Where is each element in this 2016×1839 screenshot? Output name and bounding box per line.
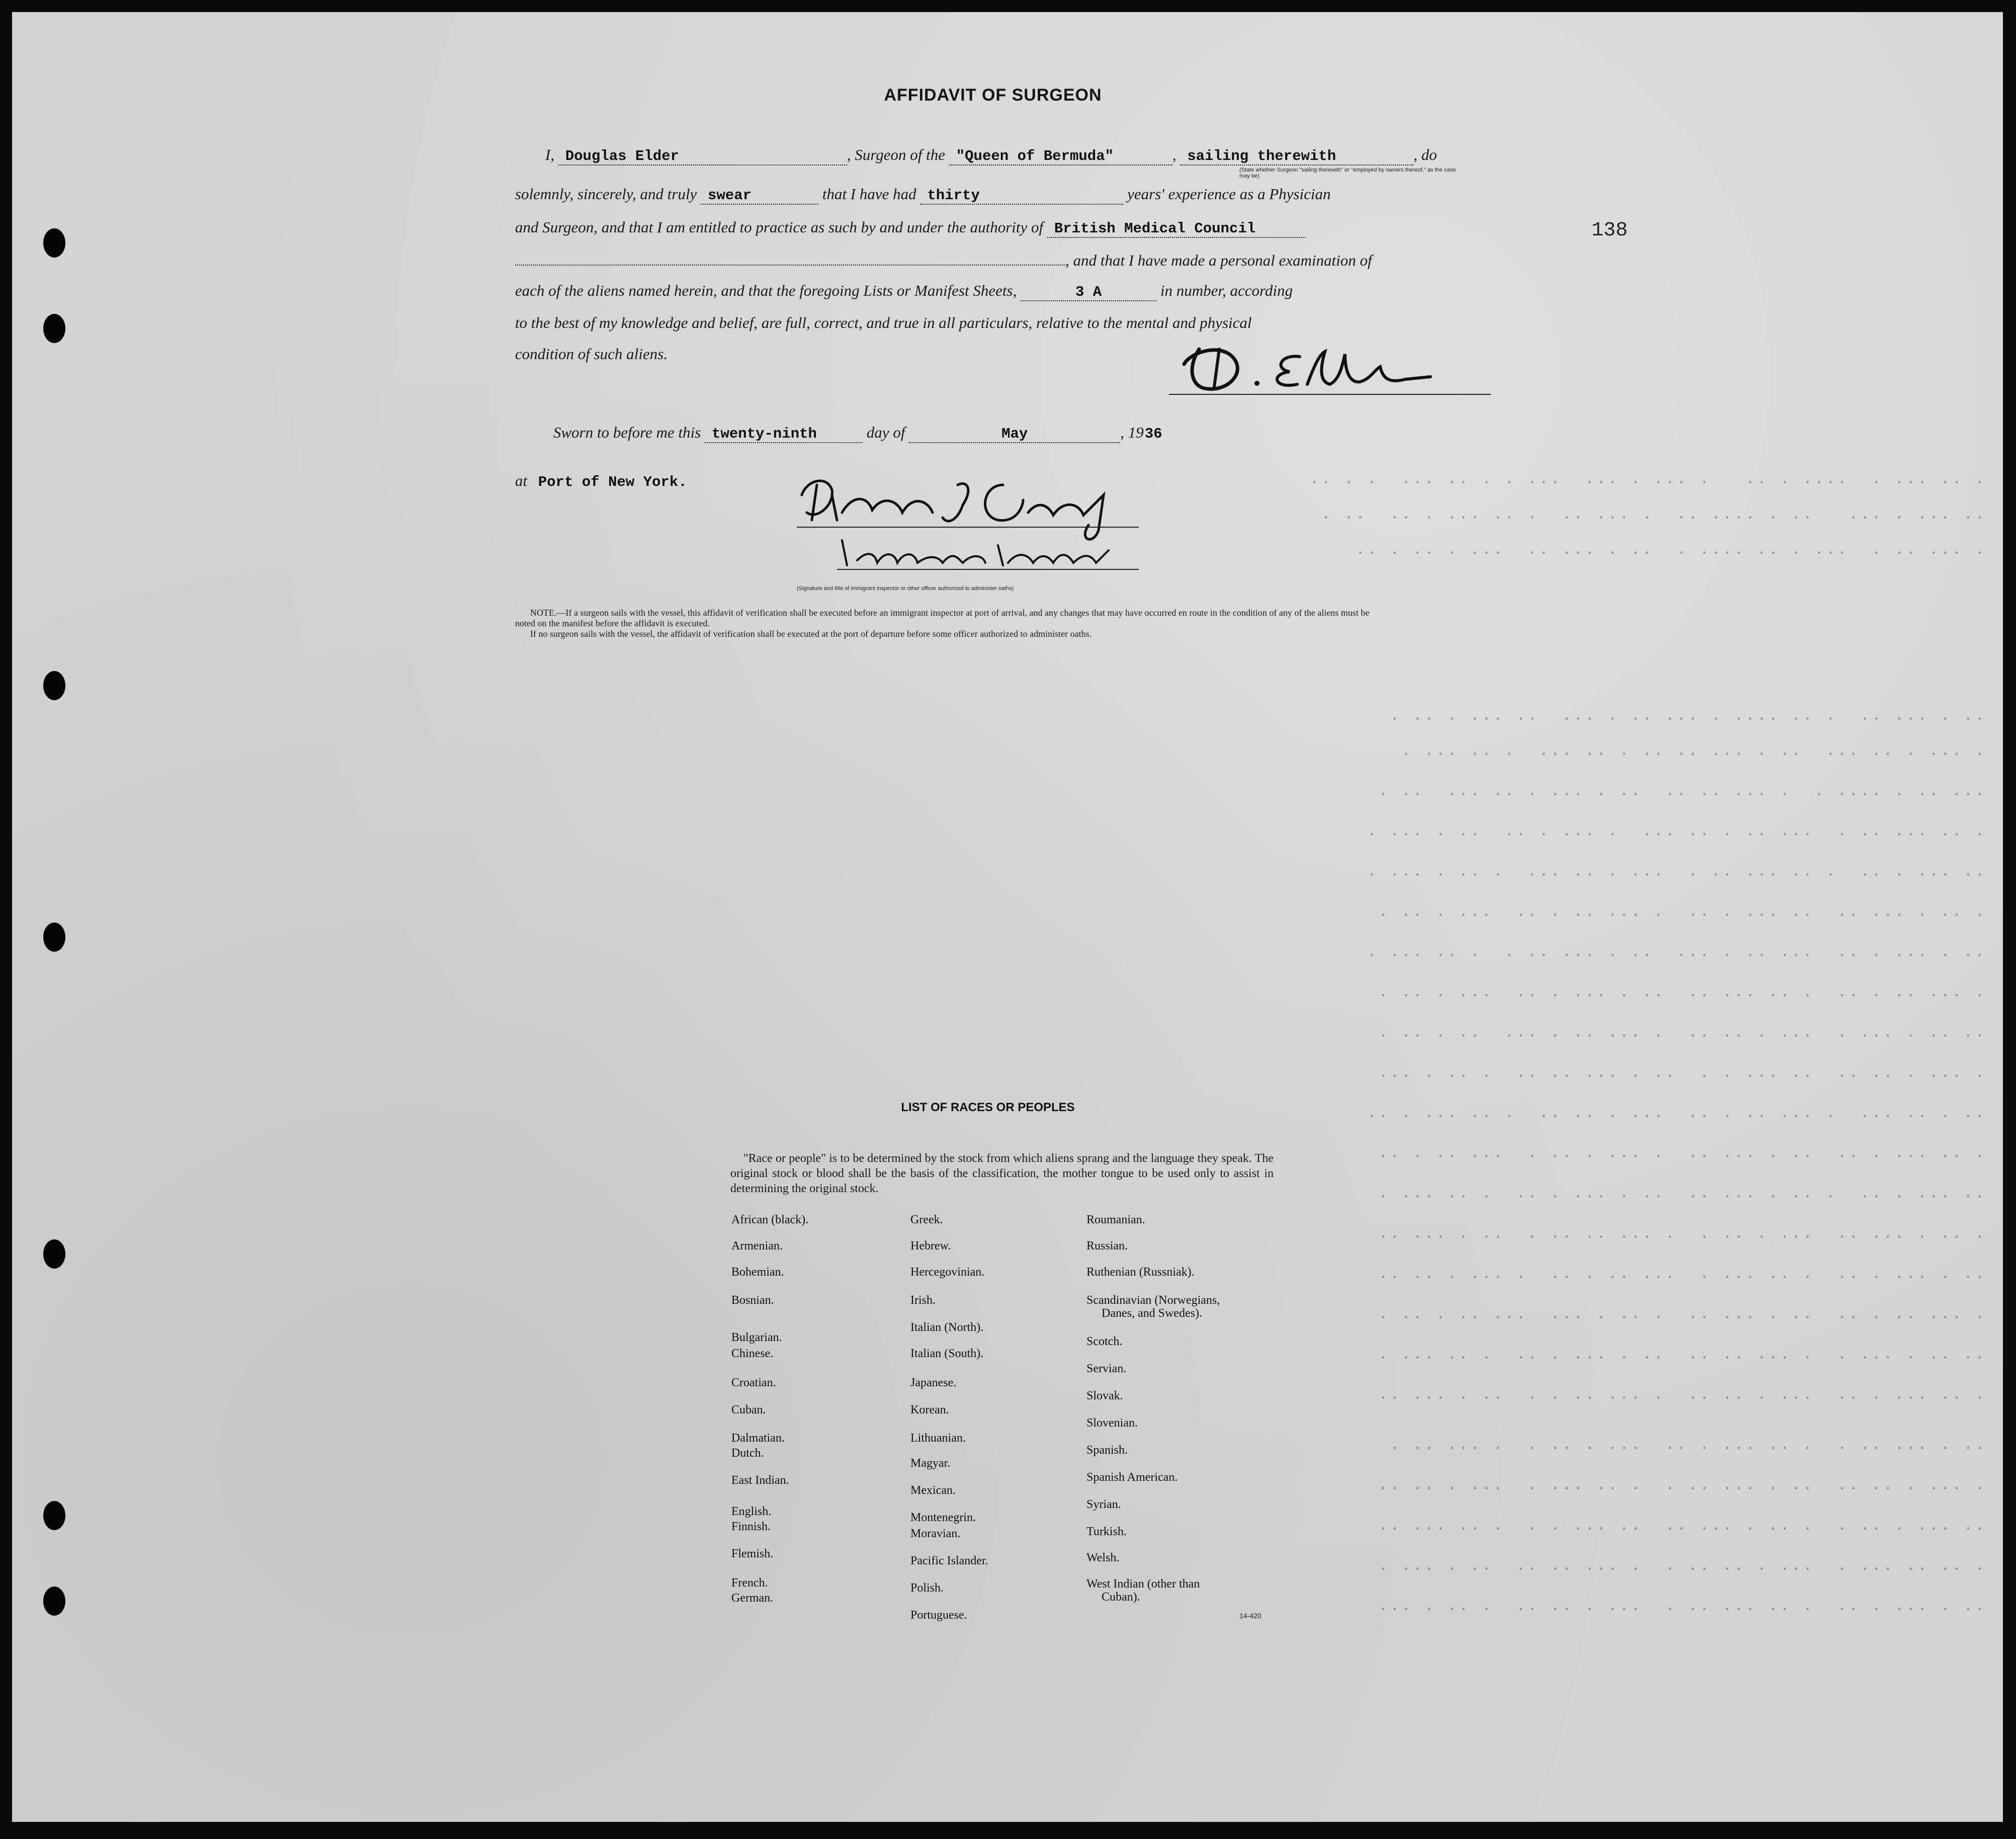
sheets-count-field: 3 A — [1021, 284, 1156, 301]
race-item: Scotch. — [1086, 1335, 1123, 1348]
place-line — [515, 472, 729, 490]
race-item: Korean. — [910, 1403, 949, 1416]
form-code: 14-420 — [1239, 1612, 1262, 1620]
signature-caption: (Signature and title of immigrant inspector or other officer authorized to administer oaths) — [797, 586, 1014, 592]
race-item: Turkish. — [1086, 1525, 1127, 1538]
race-item: Syrian. — [1086, 1498, 1121, 1511]
race-item: African (black). — [731, 1213, 809, 1226]
race-item: Croatian. — [731, 1376, 776, 1389]
race-item: Moravian. — [910, 1527, 961, 1540]
text-fragment: each of the aliens named herein, and that the foregoing Lists or Manifest Sheets, — [515, 282, 1017, 299]
race-item: West Indian (other than — [1086, 1577, 1200, 1591]
race-item: Dalmatian. — [731, 1432, 785, 1445]
race-item: Montenegrin. — [910, 1511, 976, 1524]
race-item: Welsh. — [1086, 1551, 1120, 1564]
race-item: Armenian. — [731, 1239, 783, 1252]
affidavit-line-1 — [545, 146, 1437, 165]
race-item: French. — [731, 1576, 768, 1590]
note-paragraph-1: NOTE.—If a surgeon sails with the vessel, this affidavit of verification shall be executed before an immigrant inspector at port of arrival, and any changes that may have occurred en route in the condition of any of the aliens must be noted on the manifest before the affidavit is executed. — [515, 608, 1370, 628]
text-fragment: condition of such aliens. — [515, 345, 668, 363]
race-item: Bohemian. — [731, 1266, 784, 1279]
text-fragment: , and that I have made a personal examination of — [1065, 252, 1372, 269]
race-item: East Indian. — [731, 1474, 789, 1487]
text-fragment: and Surgeon, and that I am entitled to practice as such by and under the authority of — [515, 218, 1044, 236]
text-fragment: in number, according — [1160, 282, 1293, 299]
sailing-status-field: sailing therewith — [1180, 148, 1413, 165]
race-item: Hebrew. — [910, 1239, 951, 1252]
text-fragment: solemnly, sincerely, and truly — [515, 185, 697, 203]
document-page — [12, 12, 2003, 1822]
race-item: Russian. — [1086, 1239, 1128, 1252]
race-item: Greek. — [910, 1213, 943, 1226]
surgeon-name-field: Douglas Elder — [558, 148, 847, 165]
race-item: Mexican. — [910, 1484, 956, 1497]
sworn-line — [553, 424, 1162, 443]
inspector-signature — [787, 465, 1149, 586]
race-item: Cuban. — [731, 1403, 766, 1416]
race-item: Lithuanian. — [910, 1432, 966, 1445]
race-item: Scandinavian (Norwegians, — [1086, 1294, 1220, 1307]
sworn-year-field: 36 — [1144, 426, 1162, 442]
surgeon-signature — [1169, 334, 1491, 399]
race-item: Italian (South). — [910, 1347, 984, 1360]
affidavit-note — [515, 608, 1390, 639]
race-item: Flemish. — [731, 1547, 774, 1560]
race-item: Portuguese. — [910, 1609, 967, 1622]
text-fragment: , Surgeon of the — [847, 146, 945, 163]
race-item: English. — [731, 1505, 772, 1518]
affidavit-line-6 — [515, 314, 1252, 332]
years-field: thirty — [920, 187, 1123, 205]
note-paragraph-2: If no surgeon sails with the vessel, the affidavit of verification shall be executed at the port of departure before some officer authorized to administer oaths. — [530, 629, 1092, 639]
vessel-name-field: "Queen of Bermuda" — [949, 148, 1172, 165]
affidavit-line-2 — [515, 185, 1330, 205]
authority-field: British Medical Council — [1047, 220, 1306, 238]
race-item: Roumanian. — [1086, 1213, 1145, 1226]
sworn-month-field: May — [909, 426, 1120, 443]
race-item: Danes, and Swedes). — [1102, 1307, 1202, 1320]
affidavit-title: AFFIDAVIT OF SURGEON — [884, 86, 1102, 105]
races-list-title: LIST OF RACES OR PEOPLES — [901, 1101, 1075, 1114]
text-fragment: that I have had — [822, 185, 916, 203]
race-item: Slovenian. — [1086, 1416, 1138, 1430]
affidavit-line-3 — [515, 218, 1306, 238]
page-number: 138 — [1591, 219, 1628, 242]
race-item: Ruthenian (Russniak). — [1086, 1266, 1195, 1279]
oath-field: swear — [701, 187, 818, 205]
race-item: Bosnian. — [731, 1294, 774, 1307]
text-fragment: , — [1172, 146, 1177, 163]
state-note: (State whether Surgeon "sailing therewith" or "employed by owners thereof," as the case may be) — [1239, 167, 1456, 179]
race-item: Polish. — [910, 1581, 944, 1595]
race-item: Finnish. — [731, 1520, 771, 1533]
affidavit-line-5 — [515, 282, 1293, 301]
affidavit-line-7 — [515, 345, 667, 363]
text-fragment: day of — [866, 424, 905, 441]
affidavit-line-4 — [515, 249, 1372, 270]
race-item: Dutch. — [731, 1447, 764, 1460]
text-fragment: at — [515, 472, 528, 489]
sworn-day-field: twenty-ninth — [705, 426, 863, 443]
bleed-through-texture: · ·· ··· · ···· · ·· · ··· · ··· ··· · · ·· ··· · · ·· ·· ··· · ··· ·· · ···· ·· · ··· ·· · ·· ··· · ·· ·· · · ··· ·· · ··· · ·· ···· · ·· · ··· ·· ··· · ·· · ·· ·· · ··· ·· · ·· ···· · ··· ·· · ··· ·· ··· · ·· · · ··· · ·· ··· ·· · ··· ·· ·· · ·· ··· · ·· ··· · ··· ·· · ···· · · ··· ·· ·· ·· · ··· · ·· ··· ·· · · ·· ··· ·· · ··· ·· · ·· ··· · ··· · ·· ·· · ··· · ·· ··· · ·· · ·· ··· ·· · ··· · ·· ··· · ·· · ··· · · ·· · ··· ·· ·· ··· · ·· · ··· ·· · ·· ··· · ·· · ·· · ··· · ·· ··· ·· · ··· ·· · ··· ·· · · ·· ··· · · ··· ·· · ·· · ·· ··· ·· ·· · ··· · ·· ··· · ·· · ·· ·· · ··· · ··· · ·· ·· · ··· ·· · ··· ·· · ·· · · ··· · ·· ·· ·· ··· · · ·· · ··· ·· ·· · ·· · ··· ·· · ·· ··· · ··· ·· · ·· ··· · ·· ·· · ·· ··· · ·· · ·· ··· · ·· ·· · ··· ·· · ··· · ·· · ··· ·· · ·· ·· ··· · ·· · ·· · ··· ·· ·· · ··· · ·· · ·· ··· · · ·· · ··· ·· ··· · ·· · · ··· ·· ·· · ·· · ··· ·· ·· · ··· · ·· · ·· ··· · ··· ·· · ·· · ··· · ·· ·· · ··· ·· · ·· ·· · ··· ·· · ·· · ··· ··· ·· · ·· · ·· ·· · ··· · · ··· ·· ·· ·· · ··· · ·· · ·· ··· · · ·· ··· · ·· ··· · ·· ·· · ··· ·· · · ·· · ··· ·· ·· · ··· ·· · · ·· ··· · ·· ··· · ·· · · ··· ·· · · ··· · ·· ·· ·· · ··· ·· · · ·· ··· · ··· · ·· ·· ·· ··· · ·· · · ·· · ··· ·· ·· ··· · · · ·· ··· ·· · ·· ·· ··· · ··· · ·· ·· · · ··· ·· ·· ·· · ··· · ·· · ··· · ·· · ·· ··· ·· · ··· · ·· ·· · ·· · ··· — [1307, 475, 1984, 1617]
race-item: Spanish American. — [1086, 1471, 1178, 1484]
race-item: Japanese. — [910, 1376, 957, 1389]
race-item: Servian. — [1086, 1362, 1127, 1375]
race-item: Spanish. — [1086, 1444, 1128, 1457]
race-item: Irish. — [910, 1294, 936, 1307]
race-item: Italian (North). — [910, 1321, 984, 1334]
race-item: Cuban). — [1102, 1591, 1140, 1604]
race-item: Slovak. — [1086, 1389, 1123, 1402]
race-item: German. — [731, 1592, 774, 1605]
text-fragment: Sworn to before me this — [553, 424, 701, 441]
text-fragment: , do — [1413, 146, 1437, 163]
authority-continuation-field — [515, 249, 1065, 266]
race-item: Hercegovinian. — [910, 1266, 985, 1279]
text-fragment: to the best of my knowledge and belief, are full, correct, and true in all particulars, relative to the mental and physical — [515, 314, 1252, 331]
race-item: Magyar. — [910, 1457, 951, 1470]
race-item: Chinese. — [731, 1347, 774, 1360]
races-list-intro: "Race or people" is to be determined by the stock from which aliens sprang and the language they speak. The original stock or blood shall be the basis of the classification, the mother tongue to be used only to assist in determining the original stock. — [730, 1152, 1274, 1195]
text-fragment: I, — [545, 146, 555, 163]
place-field: Port of New York. — [538, 474, 687, 490]
text-fragment: , 19 — [1120, 424, 1144, 441]
race-item: Pacific Islander. — [910, 1554, 988, 1567]
race-item: Bulgarian. — [731, 1331, 782, 1344]
text-fragment: years' experience as a Physician — [1127, 185, 1331, 203]
